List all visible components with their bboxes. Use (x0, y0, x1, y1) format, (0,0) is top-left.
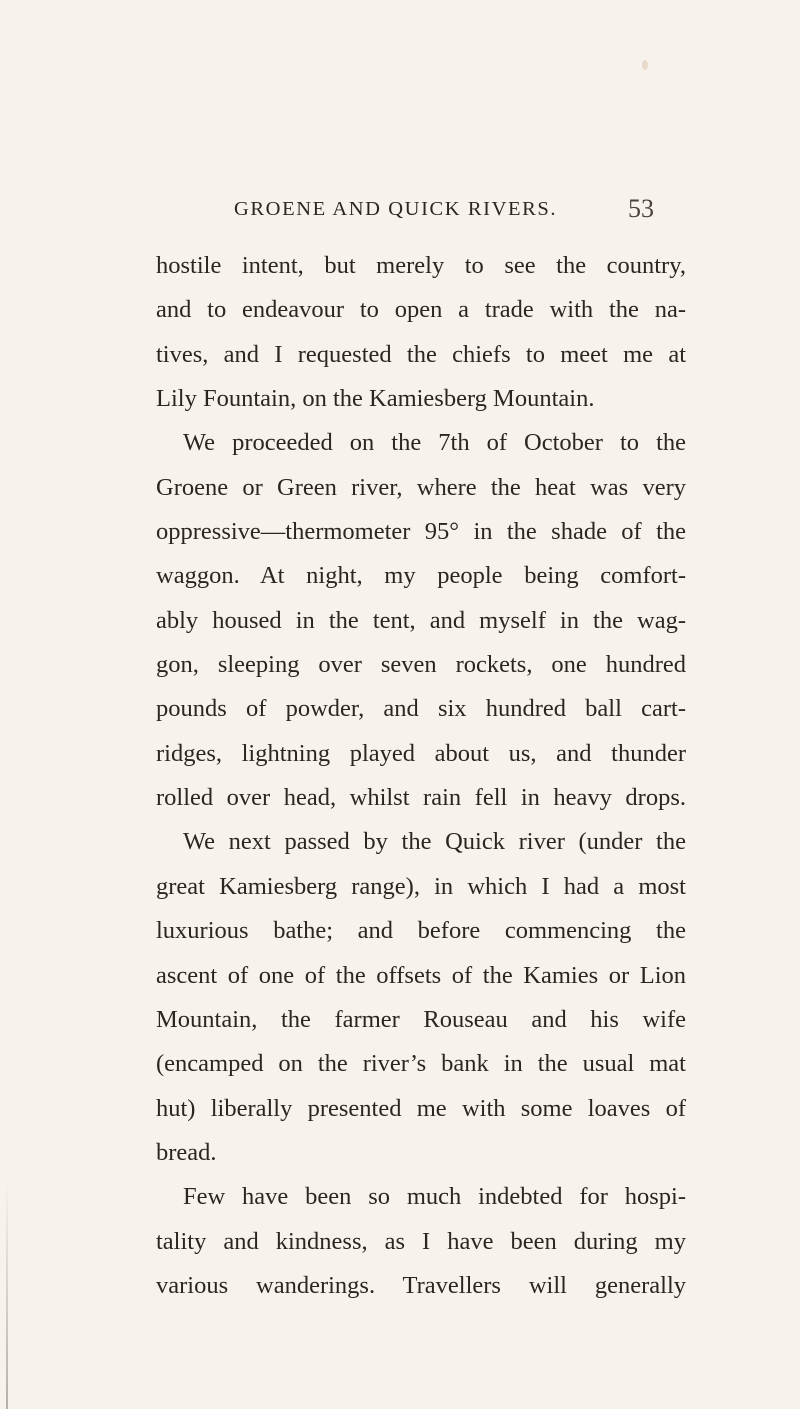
text-line: gon, sleeping over seven rockets, one hundred (156, 651, 686, 679)
text-line: hut) liberally presented me with some loaves of (156, 1094, 686, 1122)
body-text (156, 244, 686, 1308)
text-line: various wanderings. Travellers will generally (156, 1271, 686, 1299)
text-line: We proceeded on the 7th of October to the (183, 429, 686, 457)
text-line: oppressive—thermometer 95° in the shade of the (156, 518, 686, 546)
text-line: Groene or Green river, where the heat was very (156, 473, 686, 501)
text-line: great Kamiesberg range), in which I had a most (156, 872, 686, 900)
text-line: (encamped on the river’s bank in the usual mat (156, 1050, 686, 1078)
text-line: We next passed by the Quick river (under the (183, 828, 686, 856)
text-line: tality and kindness, as I have been during my (156, 1227, 686, 1255)
text-line: hostile intent, but merely to see the country, (156, 252, 686, 279)
text-line: pounds of powder, and six hundred ball cart- (156, 695, 686, 723)
text-line: ridges, lightning played about us, and thunder (156, 739, 686, 767)
text-line: waggon. At night, my people being comfort- (156, 562, 686, 590)
text-line: ably housed in the tent, and myself in the wag- (156, 606, 686, 634)
text-line: tives, and I requested the chiefs to meet me at (156, 340, 686, 368)
text-line: Mountain, the farmer Rouseau and his wife (156, 1005, 686, 1033)
text-line: luxurious bathe; and before commencing the (156, 917, 686, 945)
page-number: 53 (628, 194, 654, 223)
text-line: and to endeavour to open a trade with the na- (156, 296, 686, 324)
text-line: ascent of one of the offsets of the Kamies or Lion (156, 961, 686, 989)
text-line: rolled over head, whilst rain fell in heavy drops. (156, 784, 686, 812)
running-head (0, 194, 800, 224)
running-head-title: GROENE AND QUICK RIVERS. (234, 198, 558, 220)
text-line: Few have been so much indebted for hospi- (183, 1183, 686, 1211)
text-line: Lily Fountain, on the Kamiesberg Mountain. (156, 385, 595, 413)
text-line: bread. (156, 1138, 217, 1166)
gutter-shadow (6, 1180, 8, 1409)
paper-speck (642, 60, 648, 70)
